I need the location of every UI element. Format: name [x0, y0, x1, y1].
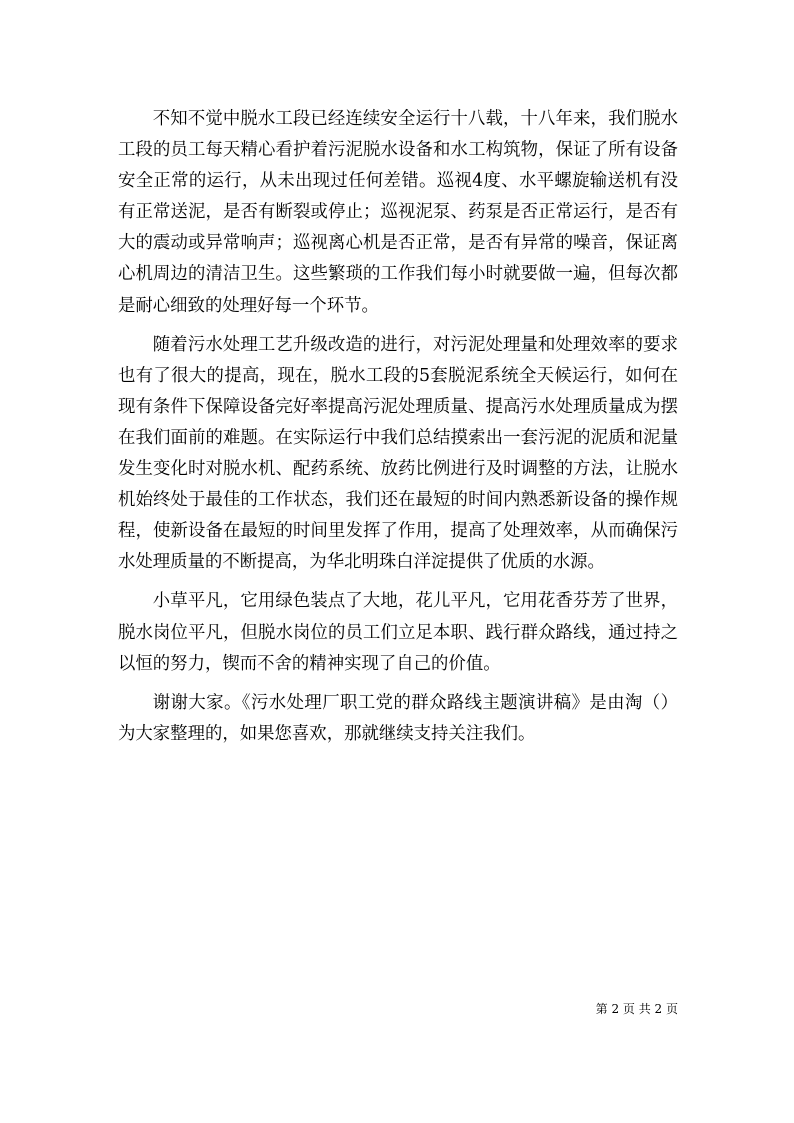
page-number-footer: 第 2 页 共 2 页	[595, 1002, 678, 1016]
document-body	[118, 104, 678, 758]
paragraph-2: 随着污水处理工艺升级改造的进行，对污泥处理量和处理效率的要求也有了很大的提高，现在，脱水工段的5套脱泥系统全天候运行，如何在现有条件下保障设备完好率提高污泥处理质量、提高污水处理质量成为摆在我们面前的难题。在实际运行中我们总结摸索出一套污泥的泥质和泥量发生变化时对脱水机、配药系统、放药比例进行及时调整的方法，让脱水机始终处于最佳的工作状态，我们还在最短的时间内熟悉新设备的操作规程，使新设备在最短的时间里发挥了作用，提高了处理效率，从而确保污水处理质量的不断提高，为华北明珠白洋淀提供了优质的水源。	[118, 334, 678, 573]
paragraph-4: 谢谢大家。《污水处理厂职工党的群众路线主题演讲稿》是由淘（）为大家整理的，如果您喜欢，那就继续支持关注我们。	[118, 692, 678, 744]
paragraph-1: 不知不觉中脱水工段已经连续安全运行十八载，十八年来，我们脱水工段的员工每天精心看护着污泥脱水设备和水工构筑物，保证了所有设备安全正常的运行，从未出现过任何差错。巡视4度、水平螺旋输送机有没有正常送泥，是否有断裂或停止；巡视泥泵、药泵是否正常运行，是否有大的震动或异常响声；巡视离心机是否正常，是否有异常的噪音，保证离心机周边的清洁卫生。这些繁琐的工作我们每小时就要做一遍，但每次都是耐心细致的处理好每一个环节。	[118, 109, 678, 316]
paragraph-3: 小草平凡，它用绿色装点了大地，花儿平凡，它用花香芬芳了世界，脱水岗位平凡，但脱水岗位的员工们立足本职、践行群众路线，通过持之以恒的努力，锲而不舍的精神实现了自己的价值。	[118, 591, 678, 674]
